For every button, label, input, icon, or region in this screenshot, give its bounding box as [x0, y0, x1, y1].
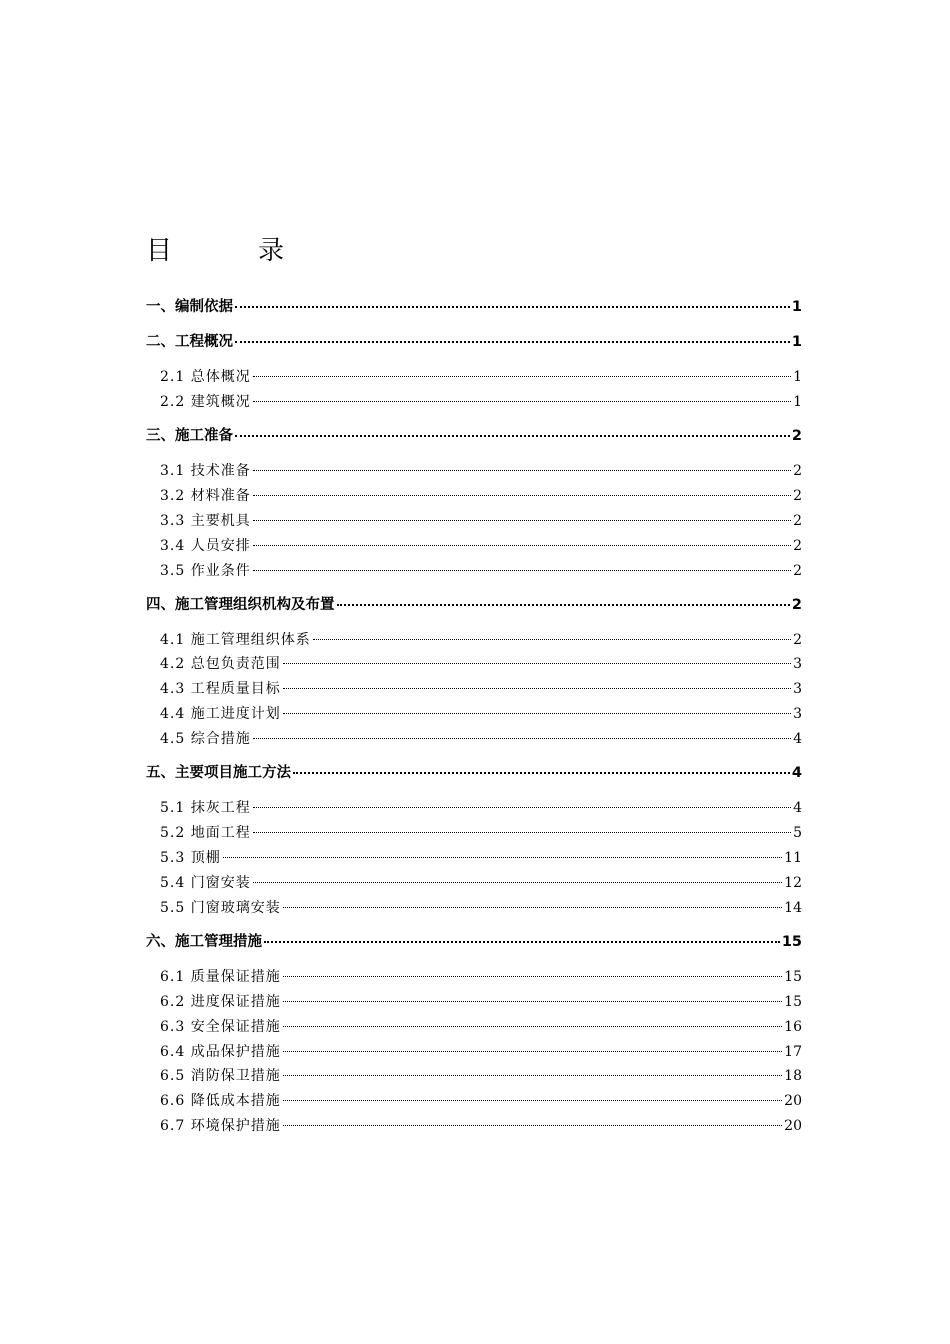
- toc-entry-label: 三、施工准备: [146, 428, 233, 444]
- toc-section-entry[interactable]: [160, 460, 802, 482]
- toc-chapter-entry[interactable]: [146, 931, 802, 953]
- toc-chapter-entry[interactable]: [146, 762, 802, 784]
- toc-page-number: 15: [784, 969, 802, 985]
- toc-page-number: 2: [791, 428, 802, 444]
- toc-page-number: 12: [784, 875, 802, 891]
- toc-page-number: 1: [791, 334, 802, 350]
- toc-dot-leader: [283, 1075, 782, 1076]
- toc-entry-label: 5.3 顶棚: [160, 850, 221, 866]
- toc-entry-label: 4.3 工程质量目标: [160, 681, 281, 697]
- toc-page-number: 17: [784, 1044, 802, 1060]
- toc-section-entry[interactable]: [160, 1115, 802, 1137]
- toc-entry-label: 3.5 作业条件: [160, 563, 251, 579]
- toc-page-number: 1: [791, 299, 802, 315]
- toc-dot-leader: [283, 1051, 782, 1052]
- toc-page-number: 2: [793, 513, 802, 529]
- toc-entry-label: 4.1 施工管理组织体系: [160, 632, 311, 648]
- toc-dot-leader: [283, 688, 791, 689]
- toc-dot-leader: [253, 570, 791, 571]
- toc-section-entry[interactable]: [160, 797, 802, 819]
- toc-dot-leader: [337, 604, 790, 606]
- toc-page-number: 3: [793, 706, 802, 722]
- toc-entry-label: 6.2 进度保证措施: [160, 994, 281, 1010]
- toc-section-entry[interactable]: [160, 1065, 802, 1087]
- toc-page-number: 4: [793, 731, 802, 747]
- toc-page-number: 20: [784, 1118, 802, 1134]
- toc-entry-label: 3.4 人员安排: [160, 538, 251, 554]
- toc-page-number: 2: [793, 488, 802, 504]
- toc-entry-label: 四、施工管理组织机构及布置: [146, 597, 335, 613]
- toc-page-number: 5: [793, 825, 802, 841]
- toc-entry-label: 6.6 降低成本措施: [160, 1093, 281, 1109]
- toc-entry-label: 6.4 成品保护措施: [160, 1044, 281, 1060]
- toc-entry-label: 二、工程概况: [146, 334, 233, 350]
- toc-section-entry[interactable]: [160, 535, 802, 557]
- toc-dot-leader: [253, 738, 791, 739]
- toc-dot-leader: [313, 639, 791, 640]
- toc-page-number: 2: [793, 632, 802, 648]
- toc-page-number: 2: [793, 563, 802, 579]
- toc-entry-label: 5.4 门窗安装: [160, 875, 251, 891]
- toc-dot-leader: [293, 772, 790, 774]
- toc-entry-label: 4.4 施工进度计划: [160, 706, 281, 722]
- toc-section-entry[interactable]: [160, 1016, 802, 1038]
- toc-entry-label: 3.2 材料准备: [160, 488, 251, 504]
- toc-section-entry[interactable]: [160, 897, 802, 919]
- toc-section-entry[interactable]: [160, 847, 802, 869]
- toc-dot-leader: [253, 545, 791, 546]
- toc-dot-leader: [283, 1026, 782, 1027]
- toc-section-entry[interactable]: [160, 510, 802, 532]
- toc-entry-label: 3.1 技术准备: [160, 463, 251, 479]
- toc-chapter-entry[interactable]: [146, 331, 802, 353]
- toc-dot-leader: [283, 663, 791, 664]
- toc-entry-label: 5.1 抹灰工程: [160, 800, 251, 816]
- toc-entry-label: 一、编制依据: [146, 299, 233, 315]
- toc-page-number: 20: [784, 1093, 802, 1109]
- toc-page-number: 16: [784, 1019, 802, 1035]
- toc-section-entry[interactable]: [160, 1041, 802, 1063]
- toc-dot-leader: [235, 341, 790, 343]
- toc-entry-label: 5.2 地面工程: [160, 825, 251, 841]
- toc-entry-label: 6.3 安全保证措施: [160, 1019, 281, 1035]
- toc-chapter-entry[interactable]: [146, 425, 802, 447]
- toc-section-entry[interactable]: [160, 966, 802, 988]
- toc-dot-leader: [283, 976, 782, 977]
- toc-entry-label: 6.7 环境保护措施: [160, 1118, 281, 1134]
- toc-page-number: 1: [793, 369, 802, 385]
- toc-dot-leader: [223, 857, 782, 858]
- toc-page-number: 4: [791, 765, 802, 781]
- toc-entry-label: 2.1 总体概况: [160, 369, 251, 385]
- toc-dot-leader: [253, 882, 782, 883]
- toc-dot-leader: [253, 495, 791, 496]
- toc-page-number: 2: [791, 597, 802, 613]
- toc-entry-label: 6.5 消防保卫措施: [160, 1068, 281, 1084]
- toc-chapter-entry[interactable]: [146, 594, 802, 616]
- toc-page-number: 15: [781, 934, 802, 950]
- toc-dot-leader: [283, 907, 782, 908]
- toc-section-entry[interactable]: [160, 1090, 802, 1112]
- toc-entry-label: 3.3 主要机具: [160, 513, 251, 529]
- toc-entry-label: 2.2 建筑概况: [160, 394, 251, 410]
- toc-dot-leader: [235, 306, 790, 308]
- toc-entry-label: 5.5 门窗玻璃安装: [160, 900, 281, 916]
- toc-dot-leader: [253, 470, 791, 471]
- toc-section-entry[interactable]: [160, 678, 802, 700]
- toc-section-entry[interactable]: [160, 485, 802, 507]
- toc-section-entry[interactable]: [160, 703, 802, 725]
- toc-page-number: 2: [793, 463, 802, 479]
- toc-dot-leader: [264, 941, 780, 943]
- toc-section-entry[interactable]: [160, 728, 802, 750]
- toc-entry-label: 六、施工管理措施: [146, 934, 262, 950]
- toc-entry-label: 6.1 质量保证措施: [160, 969, 281, 985]
- toc-page-number: 4: [793, 800, 802, 816]
- toc-dot-leader: [283, 1001, 782, 1002]
- toc-page-number: 1: [793, 394, 802, 410]
- toc-entry-label: 4.5 综合措施: [160, 731, 251, 747]
- toc-entry-label: 4.2 总包负责范围: [160, 656, 281, 672]
- toc-dot-leader: [253, 401, 791, 402]
- toc-page-number: 11: [784, 850, 802, 866]
- toc-dot-leader: [283, 1125, 782, 1126]
- toc-page-number: 3: [793, 656, 802, 672]
- toc-section-entry[interactable]: [160, 629, 802, 651]
- toc-page-number: 2: [793, 538, 802, 554]
- toc-dot-leader: [253, 520, 791, 521]
- toc-section-entry[interactable]: [160, 822, 802, 844]
- toc-section-entry[interactable]: [160, 653, 802, 675]
- toc-dot-leader: [283, 1100, 782, 1101]
- toc-section-entry[interactable]: [160, 391, 802, 413]
- toc-section-entry[interactable]: [160, 872, 802, 894]
- toc-entry-label: 五、主要项目施工方法: [146, 765, 291, 781]
- toc-dot-leader: [253, 807, 791, 808]
- toc-dot-leader: [253, 376, 791, 377]
- toc-page-number: 3: [793, 681, 802, 697]
- toc-section-entry[interactable]: [160, 560, 802, 582]
- toc-section-entry[interactable]: [160, 991, 802, 1013]
- toc-dot-leader: [253, 832, 791, 833]
- toc-page-number: 18: [784, 1068, 802, 1084]
- toc-dot-leader: [283, 713, 791, 714]
- toc-page-number: 14: [784, 900, 802, 916]
- page-title: 目 录: [146, 236, 315, 266]
- toc-chapter-entry[interactable]: [146, 296, 802, 318]
- toc-section-entry[interactable]: [160, 366, 802, 388]
- toc-page-number: 15: [784, 994, 802, 1010]
- toc-dot-leader: [235, 435, 790, 437]
